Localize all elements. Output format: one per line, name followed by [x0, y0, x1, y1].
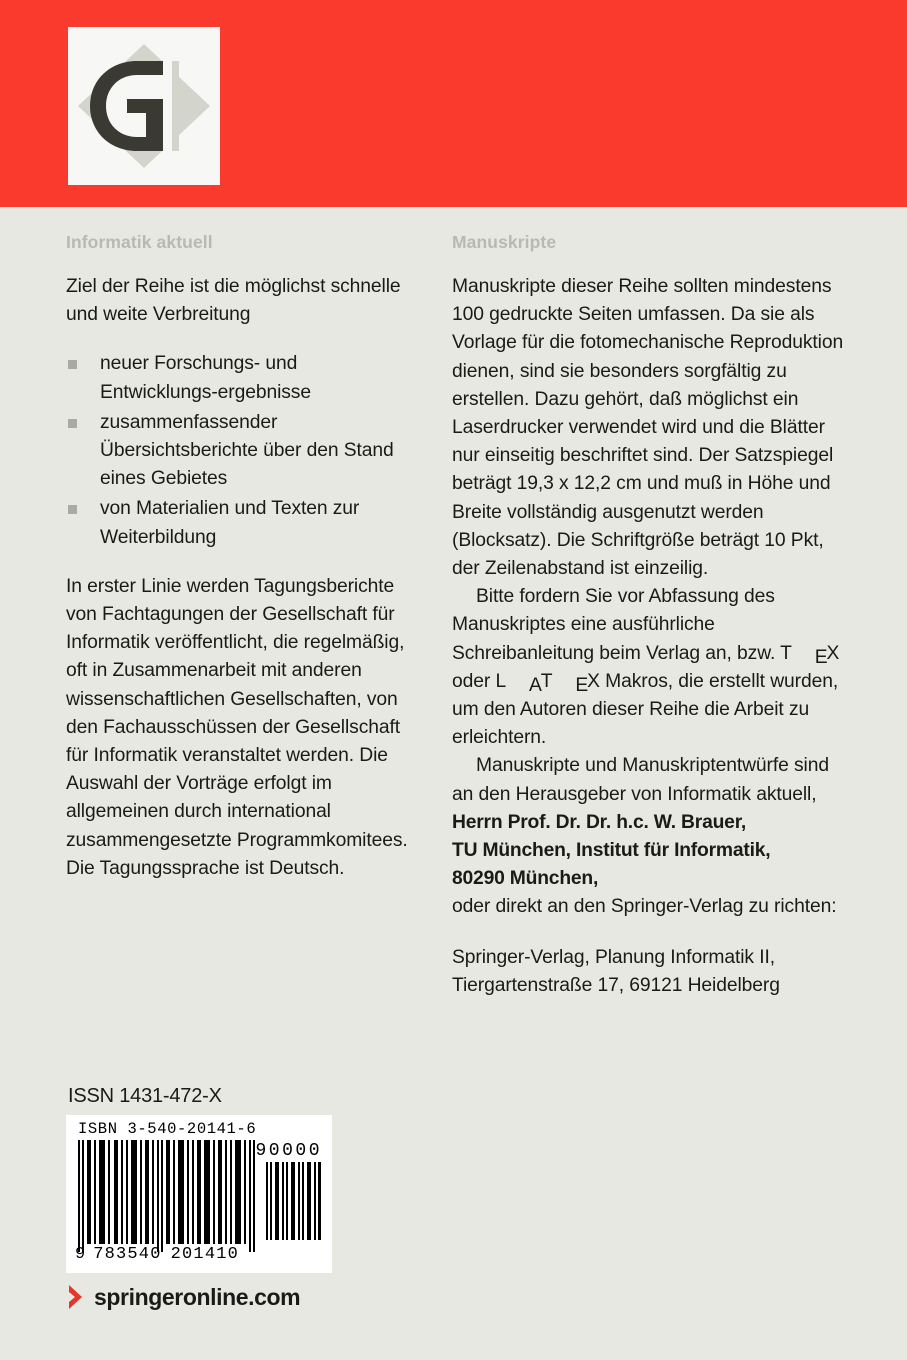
list-item-label: neuer Forschungs- und Entwicklungs-ergebnisse: [100, 353, 311, 403]
submission-instructions-text: Manuskripte und Manuskriptentwürfe sind an den Herausgeber von Informatik aktuell,: [452, 755, 829, 805]
isbn-barcode: [66, 1115, 332, 1273]
series-scope-text: In erster Linie werden Tagungsberichte von Fachtagungen der Gesellschaft für Informatik veröffentlicht, die regelmäßig, oft in Zusammenarbeit mit anderen wissenschaftlichen Gesellschaften, von den Fachausschüssen der Gesellschaft für Informatik veranstaltet werden. Die Auswahl der Vorträge erfolgt im allgemeinen durch international zusammengesetzte Programmkomitees. Die Tagungssprache ist Deutsch.: [66, 575, 408, 879]
top-red-banner: [0, 0, 907, 207]
series-goal-text: Ziel der Reihe ist die möglichst schnelle und weite Verbreitung: [66, 276, 401, 326]
springer-online-link[interactable]: [67, 1284, 466, 1310]
publisher-redirect-text: oder direkt an den Springer-Verlag zu richten:: [452, 896, 837, 918]
isbn-label: ISBN 3-540-20141-6: [78, 1120, 257, 1138]
issn-text: ISSN 1431-472-X: [68, 1085, 222, 1107]
left-column: [66, 232, 414, 883]
ean13-bars: [78, 1140, 256, 1252]
barcode-addon-digits: 90000: [255, 1141, 322, 1161]
chevron-right-icon: [67, 1284, 87, 1310]
manuscript-requirements-text: Manuskripte dieser Reihe sollten mindestens 100 gedruckte Seiten umfassen. Da sie als Vorlage für die fotomechanische Reproduktion dienen, sind sie besonders sorgfältig zu erstellen. Dazu gehört, daß möglichst ein Laserdrucker verwendet wird und die Blätter nur einseitig beschriftet sind. Der Satzspiegel beträgt 19,3 x 12,2 cm und muß in Höhe und Breite vollständig ausgenutzt werden (Blocksatz). Die Schriftgröße beträgt 10 Pkt, der Zeilenabstand ist einzeilig.: [452, 276, 844, 580]
left-column-heading: Informatik aktuell: [66, 232, 213, 252]
ean5-addon-bars: [266, 1162, 322, 1240]
list-item: [66, 409, 414, 494]
ean-group-2: 201410: [170, 1245, 240, 1264]
list-item: [66, 495, 414, 551]
guidelines-text-part-3: Makros, die erstellt wurden, um den Autoren dieser Reihe die Arbeit zu erleichtern.: [452, 670, 839, 749]
publisher-address-line-2: Tiergartenstraße 17, 69121 Heidelberg: [452, 974, 780, 996]
ean-lead-digit: 9: [75, 1245, 86, 1264]
editor-address-line-3: 80290 München,: [452, 868, 599, 890]
square-bullet-icon: [68, 505, 77, 514]
list-item: [66, 350, 414, 406]
guidelines-text-part-2: oder: [452, 670, 496, 692]
right-column-heading: Manuskripte: [452, 232, 557, 252]
publisher-address-line-1: Springer-Verlag, Planung Informatik II,: [452, 946, 775, 968]
tex-label: T EX: [780, 642, 840, 668]
list-item-label: zusammenfassender Übersichtsberichte über den Stand eines Gebietes: [100, 411, 394, 490]
gi-logo-box: [68, 27, 220, 185]
square-bullet-icon: [68, 419, 77, 428]
ean13-digits: [75, 1245, 239, 1264]
right-column-body: [452, 273, 844, 1000]
left-column-body: [66, 273, 414, 883]
ean-group-1: 783540: [93, 1245, 162, 1264]
right-column: [452, 232, 844, 1000]
guidelines-text-part-1: Bitte fordern Sie vor Abfassung des Manuskriptes eine ausführliche Schreibanleitung beim Verlag an, bzw.: [452, 586, 781, 664]
gi-logo: [68, 27, 220, 185]
springer-online-label: springeronline.com: [94, 1283, 301, 1310]
editor-address-line-2: TU München, Institut für Informatik,: [452, 840, 771, 862]
footer-block: [66, 1084, 466, 1310]
list-item-label: von Materialien und Texten zur Weiterbildung: [100, 498, 360, 548]
series-bullet-list: [66, 350, 414, 551]
latex-label: L AT EX: [495, 670, 600, 697]
editor-address-line-1: Herrn Prof. Dr. Dr. h.c. W. Brauer,: [452, 811, 747, 833]
manuscript-guidelines-text: [452, 583, 844, 752]
square-bullet-icon: [68, 360, 77, 369]
